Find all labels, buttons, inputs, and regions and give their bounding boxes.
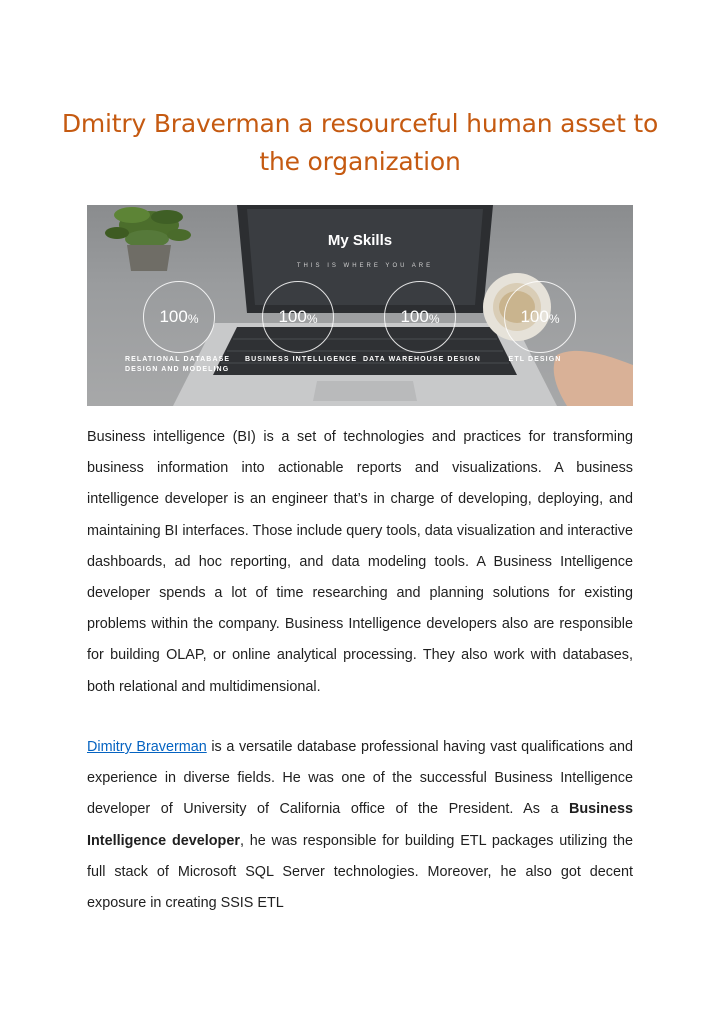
skill-circle-3 bbox=[384, 281, 456, 353]
paragraph-braverman bbox=[87, 732, 633, 919]
skill-circle-2 bbox=[262, 281, 334, 353]
document-title: Dmitry Braverman a resourceful human asset to the organization bbox=[61, 108, 659, 176]
paragraph-text-part1: is a versatile database professional having vast qualifications and experience in diverse fields. He was one of the successful Business Intelligence developer of University of California office of the President. As a bbox=[87, 739, 633, 818]
skill-unit: % bbox=[187, 311, 199, 326]
skill-value: 100 bbox=[400, 307, 429, 326]
skill-value: 100 bbox=[159, 307, 188, 326]
paragraph-bi-intro: Business intelligence (BI) is a set of technologies and practices for transforming business information into actionable reports and visualizations. A business intelligence developer is an engineer that’s in charge of developing, deploying, and maintaining BI interfaces. Those include query tools, data visualization and interactive dashboards, ad hoc reporting, and data modeling tools. A Business Intelligence developer spends a lot of time researching and planning solutions for existing problems within the company. Business Intelligence developers also are responsible for building OLAP, or online analytical processing. They also work with databases, both relational and multidimensional. bbox=[87, 429, 633, 695]
screen-text: THIS IS WHERE YOU ARE bbox=[296, 263, 434, 269]
skill-label-3: DATA WAREHOUSE DESIGN bbox=[363, 356, 481, 363]
skill-label-4: ETL DESIGN bbox=[508, 356, 562, 363]
skill-circle-1 bbox=[143, 281, 215, 353]
skill-unit: % bbox=[548, 311, 560, 326]
skill-unit: % bbox=[306, 311, 318, 326]
skill-circle-4 bbox=[504, 281, 576, 353]
braverman-link[interactable]: Dimitry Braverman bbox=[87, 739, 207, 755]
skill-unit: % bbox=[428, 311, 440, 326]
skill-label-2: BUSINESS INTELLIGENCE bbox=[245, 356, 358, 363]
paragraph-text-part2: , he was responsible for building ETL packages utilizing the full stack of Microsoft SQL Server technologies. Moreover, he also got decent exposure in creating SSIS ETL bbox=[87, 832, 633, 912]
bold-role: Business Intelligence developer bbox=[87, 801, 633, 849]
banner-title: My Skills bbox=[327, 232, 393, 249]
skills-banner-image bbox=[87, 205, 633, 406]
skill-value: 100 bbox=[520, 307, 549, 326]
skill-label-1: RELATIONAL DATABASE DESIGN AND MODELING bbox=[125, 356, 231, 373]
skill-value: 100 bbox=[278, 307, 307, 326]
